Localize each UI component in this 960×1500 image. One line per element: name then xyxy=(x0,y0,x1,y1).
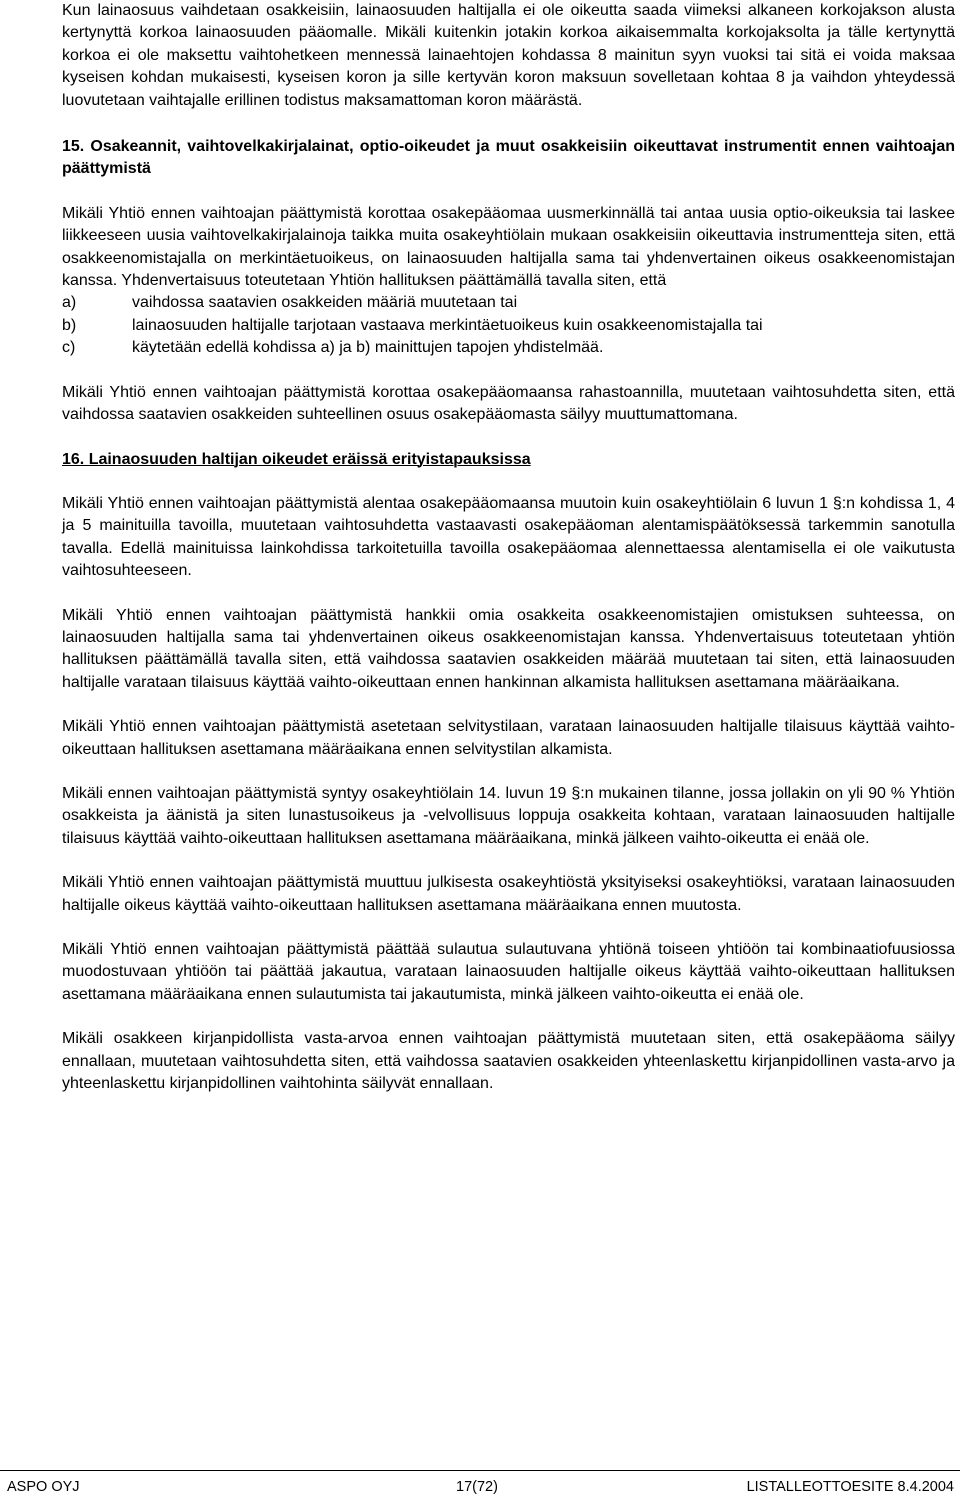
footer-page-number: 17(72) xyxy=(456,1479,498,1495)
page-footer xyxy=(0,1470,960,1495)
footer-document-title: LISTALLEOTTOESITE 8.4.2004 xyxy=(746,1479,954,1495)
section-15-heading: 15. Osakeannit, vaihtovelkakirjalainat, optio-oikeudet ja muut osakkeisiin oikeuttavat instrumentit ennen vaihtoajan päättymistä xyxy=(62,138,955,178)
list-item xyxy=(62,337,955,359)
section-16-paragraph-7: Mikäli osakkeen kirjanpidollista vasta-arvoa ennen vaihtoajan päättymistä muutetaan siten, että osakepääoma säilyy ennallaan, muutetaan vaihtosuhdetta siten, että vaihdossa saatavien osakkeiden yhteenlaskettu kirjanpidollinen vasta-arvo ja yhteenlaskettu kirjanpidollinen vaihtohinta säilyvät ennallaan. xyxy=(62,1030,955,1093)
list-item-text: käytetään edellä kohdissa a) ja b) mainittujen tapojen yhdistelmää. xyxy=(132,339,604,357)
section-16-heading xyxy=(62,449,955,471)
footer-company: ASPO OYJ xyxy=(7,1479,80,1495)
section-16-paragraph-6: Mikäli Yhtiö ennen vaihtoajan päättymistä päättää sulautua sulautuvana yhtiönä toiseen yhtiöön tai kombinaatiofuusiossa muodostuvaan yhtiöön tai päättää jakautua, varataan lainaosuuden haltijalle oikeus käyttää vaihto-oikeuttaan hallituksen asettamana määräaikana ennen sulautumista tai jakautumista, minkä jälkeen vaihto-oikeutta ei enää ole. xyxy=(62,941,955,1003)
section-16-paragraph-2: Mikäli Yhtiö ennen vaihtoajan päättymistä hankkii omia osakkeita osakkeenomistajien omistuksen suhteessa, on lainaosuuden haltijalla sama tai yhdenvertainen oikeus osakkeenomistajan kanssa. Yhdenvertaisuus toteutetaan yhtiön hallituksen päättämällä tavalla siten, että vaihdossa saatavien osakkeiden määrää muutetaan tai siten, että lainaosuuden haltijalle varataan tilaisuus käyttää vaihto-oikeuttaan ennen hankinnan alkamista hallituksen asettamana määräaikana. xyxy=(62,606,955,691)
document-page xyxy=(62,0,955,1095)
list-item-text: lainaosuuden haltijalle tarjotaan vastaava merkintäetuoikeus kuin osakkeenomistajalla tai xyxy=(132,316,763,334)
list-item-text: vaihdossa saatavien osakkeiden määriä muutetaan tai xyxy=(132,294,518,312)
section-16-paragraph-3: Mikäli Yhtiö ennen vaihtoajan päättymistä asetetaan selvitystilaan, varataan lainaosuuden haltijalle tilaisuus käyttää vaihto-oikeuttaan hallituksen asettamana määräaikana ennen selvitystilan alkamista. xyxy=(62,718,955,758)
intro-paragraph: Kun lainaosuus vaihdetaan osakkeisiin, lainaosuuden haltijalla ei ole oikeutta saada viimeksi alkaneen korkojakson alusta kertynyttä korkoa lainaosuuden pääomalle. Mikäli kuitenkin jotakin korkoa aikaisemmalta korkojaksolta ja tälle kertynyttä korkoa ei ole maksettu vaihtohetkeen mennessä lainaehtojen kohdassa 8 mainitun syyn vuoksi tai sitä ei voida maksaa kyseisen kohdan mukaisesti, kyseisen koron ja sille kertyvän koron maksuun sovelletaan kohtaa 8 ja vaihdon yhteydessä luovutetaan vaihtajalle erillinen todistus maksamattoman koron määrästä. xyxy=(62,2,955,109)
section-15-list xyxy=(62,292,955,359)
list-marker: a) xyxy=(62,294,77,312)
list-marker: c) xyxy=(62,339,76,357)
list-item xyxy=(62,315,955,337)
list-marker: b) xyxy=(62,316,77,334)
section-16-paragraph-1: Mikäli Yhtiö ennen vaihtoajan päättymistä alentaa osakepääomaansa muutoin kuin osakeyhtiölain 6 luvun 1 §:n kohdissa 1, 4 ja 5 mainituilla tavoilla, muutetaan vaihtosuhdetta vastaavasti osakepääoman alentamispäätöksessä tarkemmin sanotulla tavalla. Edellä mainituissa lainkohdissa tarkoitetuilla tavoilla osakepääomaa alennettaessa alentamisella ei ole vaikutusta vaihtosuhteeseen. xyxy=(62,494,955,580)
section-16-paragraph-4: Mikäli ennen vaihtoajan päättymistä syntyy osakeyhtiölain 14. luvun 19 §:n mukainen tilanne, jossa jollakin on yli 90 % Yhtiön osakkeista ja äänistä ja siten lunastusoikeus ja -velvollisuus loppuja osakkeita kohtaan, varataan lainaosuuden haltijalle tilaisuus käyttää vaihto-oikeuttaan hallituksen asettamana määräaikana, minkä jälkeen vaihto-oikeutta ei enää ole. xyxy=(62,784,955,847)
section-15-paragraph-1: Mikäli Yhtiö ennen vaihtoajan päättymistä korottaa osakepääomaa uusmerkinnällä tai antaa uusia optio-oikeuksia tai laskee liikkeeseen uusia vaihtovelkakirjalainoja taikka muita osakeyhtiölain mukaan osakkeisiin oikeuttavia instrumentteja siten, että osakkeenomistajalla on merkintäetuoikeus, on lainaosuuden haltijalla sama tai yhdenvertainen oikeus osakkeenomistajan kanssa. Yhdenvertaisuus toteutetaan Yhtiön hallituksen päättämällä tavalla siten, että xyxy=(62,204,955,290)
section-15-paragraph-2: Mikäli Yhtiö ennen vaihtoajan päättymistä korottaa osakepääomaansa rahastoannilla, muutetaan vaihtosuhdetta siten, että vaihdossa saatavien osakkeiden suhteellinen osuus osakepääomasta säilyy muuttumattomana. xyxy=(62,383,955,424)
list-item xyxy=(62,292,955,314)
section-16-heading-text: 16. Lainaosuuden haltijan oikeudet eräissä erityistapauksissa xyxy=(62,450,531,468)
section-16-paragraph-5: Mikäli Yhtiö ennen vaihtoajan päättymistä muuttuu julkisesta osakeyhtiöstä yksityiseksi osakeyhtiöksi, varataan lainaosuuden haltijalle oikeus käyttää vaihto-oikeuttaan hallituksen asettamana määräaikana ennen muutosta. xyxy=(62,874,955,914)
